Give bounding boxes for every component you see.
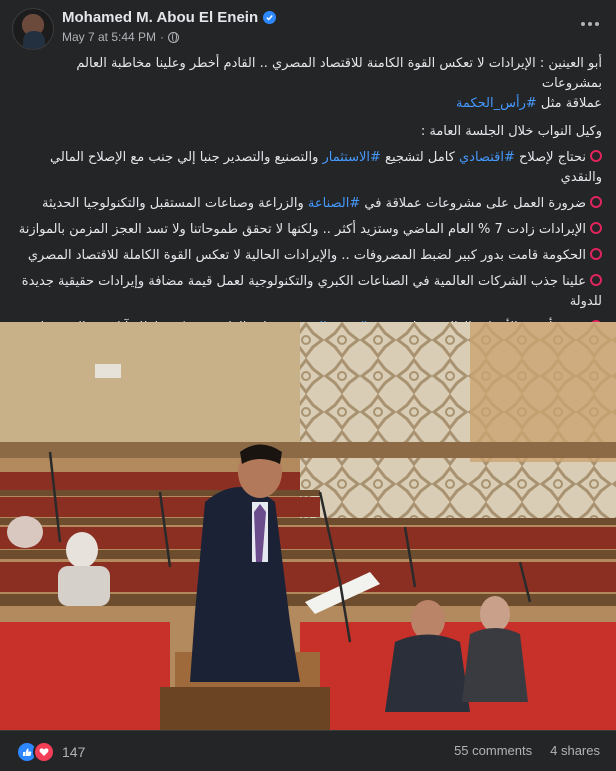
hashtag-ras-el-hekma[interactable]: #رأس_الحكمة: [456, 96, 537, 111]
red-circle-icon: [590, 274, 602, 286]
list-item: [14, 194, 602, 214]
post-timestamp[interactable]: May 7 at 5:44 PM: [62, 30, 157, 44]
engagement-stats: [454, 743, 600, 758]
meta-separator: ·: [160, 30, 165, 44]
parliament-session-photo[interactable]: [0, 322, 616, 730]
intro-line-1: أبو العينين : الإيرادات لا تعكس القوة الكامنة للاقتصاد المصري .. القادم أخطر وعلينا مخاطبة العالم بمشروعات: [76, 56, 602, 91]
post-header: [12, 8, 604, 48]
reaction-count[interactable]: 147: [62, 744, 86, 760]
item-text: الحكومة قامت بدور كبير لضبط المصروفات .. والإيرادات الحالية لا تعكس القوة الكاملة للاقتصاد المصري: [27, 248, 586, 263]
list-item: [14, 220, 602, 240]
item-text: نحتاج لإصلاح: [514, 150, 586, 165]
item-text: الإيرادات زادت 7 % العام الماضي وستزيد أكثر .. ولكنها لا تحقق طموحاتنا ولا تسد العجز المزمن بالموازنة: [18, 222, 586, 237]
author-name[interactable]: Mohamed M. Abou El Enein: [62, 9, 259, 26]
verified-badge-icon: [263, 11, 276, 24]
shares-count[interactable]: 4 shares: [550, 743, 600, 758]
red-circle-icon: [590, 150, 602, 162]
post-footer: [0, 730, 616, 771]
item-text: والزراعة وصناعات المستقبل والتكنولوجيا الحديثة: [42, 196, 308, 211]
list-item: [14, 246, 602, 266]
love-reaction-icon: [33, 741, 55, 763]
author-row: [62, 9, 276, 26]
item-text: كامل لتشجيع: [380, 150, 459, 165]
item-text: ضرورة العمل على مشروعات عملاقة في: [360, 196, 586, 211]
list-item: [14, 272, 602, 312]
hashtag-link[interactable]: #الاستثمار: [322, 150, 381, 165]
item-text: والتصنيع والتصدير جنبا إلي جنب مع الإصلاح المالي والنقدي: [50, 150, 602, 185]
intro-text: عملاقة مثل: [536, 96, 602, 111]
hashtag-link[interactable]: #الصناعة: [307, 196, 361, 211]
hashtag-link[interactable]: #اقتصادي: [459, 150, 515, 165]
list-item: [14, 148, 602, 188]
author-avatar[interactable]: [12, 8, 54, 50]
post-meta: [62, 30, 179, 44]
globe-icon[interactable]: [168, 32, 179, 43]
reactions-summary[interactable]: [16, 741, 85, 763]
red-circle-icon: [590, 248, 602, 260]
intro-line-2: [14, 94, 602, 114]
item-text: علينا جذب الشركات العالمية في الصناعات الكبري والتكنولوجية لعمل قيمة مضافة وإيرادات حقيقية جديدة للدولة: [21, 274, 602, 309]
red-circle-icon: [590, 222, 602, 234]
more-options-icon[interactable]: [576, 14, 604, 34]
session-heading: وكيل النواب خلال الجلسة العامة :: [420, 124, 602, 139]
red-circle-icon: [590, 196, 602, 208]
comments-count[interactable]: 55 comments: [454, 743, 533, 758]
